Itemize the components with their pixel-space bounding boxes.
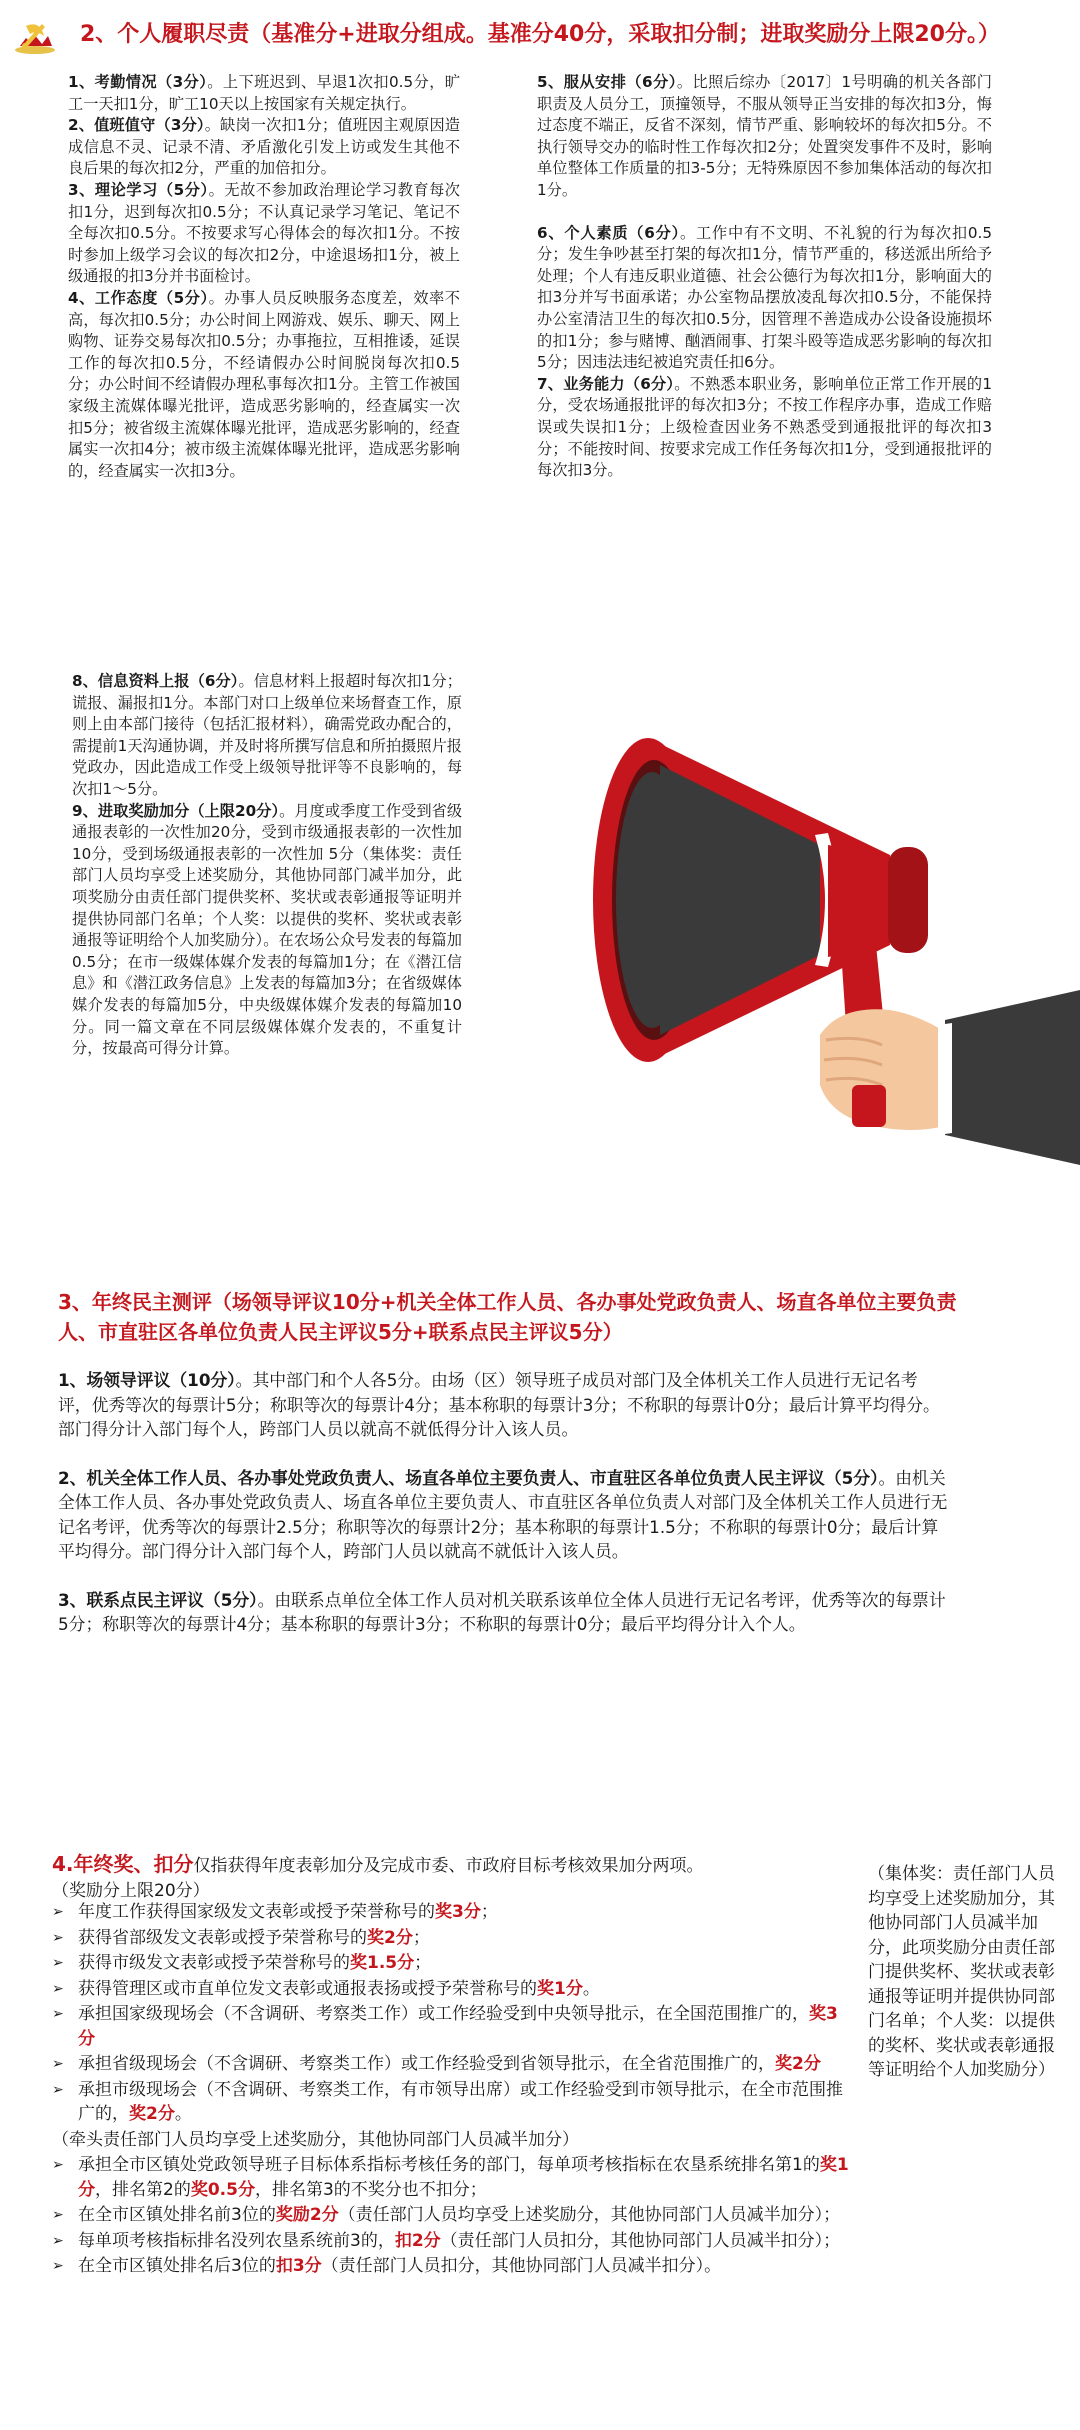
section4-list-item: ➢ 在全市区镇处排名前3位的奖励2分（责任部门人员均享受上述奖励分，其他协同部门人员减半加分）； — [52, 2203, 852, 2228]
arrow-bullet-icon: ➢ — [52, 2232, 64, 2249]
arrow-bullet-icon: ➢ — [52, 2258, 64, 2274]
section4-list-item: ➢ 获得管理区或市直单位发文表彰或通报表扬或授予荣誉称号的奖1分。 — [52, 1977, 852, 2002]
arrow-bullet-icon: ➢ — [52, 1980, 64, 1997]
arrow-bullet-icon: ➢ — [52, 2081, 64, 2098]
section2-right-column — [537, 72, 992, 482]
arrow-bullet-icon: ➢ — [52, 1929, 64, 1946]
section4-list-item: ➢ 承担省级现场会（不含调研、考察类工作）或工作经验受到省领导批示，在全省范围推广的，奖2分 — [52, 2052, 852, 2077]
section4-cap: （奖励分上限20分） — [52, 1880, 210, 1901]
item-personal-quality: 6、个人素质（6分）。工作中有不文明、不礼貌的行为每次扣0.5分；发生争吵甚至打架的每次扣1分，情节严重的，移送派出所给予处理；个人有违反职业道德、社会公德行为每次扣1分，影响面大的扣3分并写书面承诺；办公室物品摆放凌乱每次扣0.5分，不能保持办公室清洁卫生的每次扣0.5分，因管理不善造成办公设备设施损坏的扣1分；参与赌博、酗酒闹事、打架斗殴等造成恶劣影响的每次扣5分；因违法违纪被追究责任扣6分。 — [537, 223, 992, 372]
arrow-bullet-icon: ➢ — [52, 2207, 64, 2223]
item-bonus-points: 9、进取奖励加分（上限20分）。月度或季度工作受到省级通报表彰的一次性加20分，受到市级通报表彰的一次性加10分，受到场级通报表彰的一次性加 5分（集体奖：责任部门人员均享受上述奖励分，其他协同部门减半加分，此项奖励分由责任部门提供奖杯、奖状或表彰通报等证明并提供协同部门名单；个人奖：以提供的奖杯、奖状或表彰通报等证明给个人加奖励分）。在农场公众号发表的每篇加0.5分；在市一级媒体媒介发表的每篇加1分；在《潜江信息》和《潜江政务信息》上发表的每篇加3分；在省级媒体媒介发表的每篇加5分，中央级媒体媒介发表的每篇加10分。同一篇文章在不同层级媒体媒介发表的，不重复计分，按最高可得分计算。 — [72, 801, 463, 1058]
party-emblem-icon — [12, 16, 58, 56]
item-work-attitude: 4、工作态度（5分）。办事人员反映服务态度差，效率不高，每次扣0.5分；办公时间上网游戏、娱乐、聊天、网上购物、证券交易每次扣0.5分；办事拖拉，互相推诿，延误工作的每次扣0.5分，不经请假办公时间脱岗每次扣0.5分；办公时间不经请假办理私事每次扣1分。主管工作被国家级主流媒体曝光批评，造成恶劣影响的，经查属实一次扣5分；被省级主流媒体曝光批评，造成恶劣影响的，经查属实一次扣4分；被市级主流媒体曝光批评，造成恶劣影响的，经查属实一次扣3分。 — [68, 288, 460, 480]
section4-list-item: ➢ 获得市级发文表彰或授予荣誉称号的奖1.5分； — [52, 1951, 852, 1976]
section4-list-item: ➢ 获得省部级发文表彰或授予荣誉称号的奖2分； — [52, 1926, 852, 1951]
section4-list-item: ➢ 每单项考核指标排名没列农垦系统前3的，扣2分（责任部门人员扣分，其他协同部门人员减半扣分）； — [52, 2229, 852, 2254]
section2-title: 2、个人履职尽责（基准分+进取分组成。基准分40分，采取扣分制；进取奖励分上限20分。） — [80, 22, 1000, 47]
item-business-ability: 7、业务能力（6分）。不熟悉本职业务，影响单位正常工作开展的1分，受农场通报批评的每次扣3分；不按工作程序办事，造成工作赔误或失误扣1分；上级检查因业务不熟悉受到通报批评的每次扣3分；不能按时间、按要求完成工作任务每次扣1分，受到通报批评的每次扣3分。 — [537, 374, 992, 480]
section3-body — [58, 1368, 948, 1661]
section3-para-leader-review: 1、场领导评议（10分）。其中部门和个人各5分。由场（区）领导班子成员对部门及全体机关工作人员进行无记名考评，优秀等次的每票计5分；称职等次的每票计4分；基本称职的每票计3分；不称职的每票计0分；最后计算平均得分。部门得分计入部门每个人，跨部门人员以就高不就低得分计入该人员。 — [58, 1370, 940, 1439]
item-duty: 2、值班值守（3分）。缺岗一次扣1分；值班因主观原因造成信息不灵、记录不清、矛盾激化引发上访或发生其他不良后果的每次扣2分，严重的加倍扣分。 — [68, 116, 460, 178]
item-obey-arrangement: 5、服从安排（6分）。比照后综办〔2017〕1号明确的机关各部门职责及人员分工，顶撞领导，不服从领导正当安排的每次扣3分，悔过态度不端正，反省不深刻，情节严重、影响较坏的每次扣5分。不执行领导交办的临时性工作每次扣2分；处置突发事件不及时，影响单位整体工作质量的扣3-5分；无特殊原因不参加集体活动的每次扣1分。 — [537, 73, 992, 199]
section4-list-item: ➢ 承担全市区镇处党政领导班子目标体系指标考核任务的部门，每单项考核指标在农垦系统排名第1的奖1分，排名第2的奖0.5分，排名第3的不奖分也不扣分； — [52, 2155, 849, 2200]
arrow-bullet-icon: ➢ — [52, 1904, 64, 1920]
section4-side-note: （集体奖：责任部门人员均享受上述奖励加分，其他协同部门人员减半加分，此项奖励分由责任部门提供奖杯、奖状或表彰通报等证明并提供协同部门名单；个人奖：以提供的奖杯、奖状或表彰通报等证明给个人加奖励分） — [868, 1864, 1055, 2080]
arrow-bullet-icon: ➢ — [52, 1955, 64, 1971]
section4-list — [52, 1900, 852, 2280]
section4-title: 4.年终奖、扣分 — [52, 1852, 194, 1876]
section2-left-column-lower — [72, 671, 462, 1060]
section3-title: 3、年终民主测评（场领导评议10分+机关全体工作人员、各办事处党政负责人、场直各单位主要负责人、市直驻区各单位负责人民主评议5分+联系点民主评议5分） — [58, 1290, 957, 1344]
section4-list-item: ➢ 承担市级现场会（不含调研、考察类工作，有市领导出席）或工作经验受到市领导批示，在全市范围推广的，奖2分。 — [52, 2079, 843, 2124]
section4-heading: 4.年终奖、扣分仅指获得年度表彰加分及完成市委、市政府目标考核效果加分两项。 （奖励分上限20分） — [52, 1852, 704, 1901]
section4-list-item: ➢ 年度工作获得国家级发文表彰或授予荣誉称号的奖3分； — [52, 1900, 852, 1925]
section4-list-item: ➢ 承担国家级现场会（不含调研、考察类工作）或工作经验受到中央领导批示，在全国范围推广的，奖3分 — [52, 2004, 838, 2049]
item-theory-study: 3、理论学习（5分）。无故不参加政治理论学习教育每次扣1分，迟到每次扣0.5分；不认真记录学习笔记、笔记不全每次扣0.5分。不按要求写心得体会的每次扣1分。不按时参加上级学习会议的每次扣2分，中途退场扣1分，被上级通报的扣3分并书面检讨。 — [68, 180, 460, 286]
section2-left-column — [68, 72, 460, 482]
section3-para-staff-review: 2、机关全体工作人员、各办事处党政负责人、场直各单位主要负责人、市直驻区各单位负责人民主评议（5分）。由机关全体工作人员、各办事处党政负责人、场直各单位主要负责人、市直驻区各单位负责人对部门及全体机关工作人员进行无记名考评，优秀等次的每票计2.5分；称职等次的每票计2分；基本称职的每票计1.5分；不称职的每票计0分；最后计算平均得分。部门得分计入部门每个人，跨部门人员以就高不就低计入该人员。 — [58, 1467, 948, 1561]
arrow-bullet-icon: ➢ — [52, 2157, 64, 2173]
arrow-bullet-icon: ➢ — [52, 2006, 64, 2022]
item-info-report: 8、信息资料上报（6分）。信息材料上报超时每次扣1分；谎报、漏报扣1分。本部门对口上级单位来场督查工作，原则上由本部门接待（包括汇报材料），确需党政办配合的，需提前1天沟通协调，并及时将所撰写信息和所拍摄照片报党政办，因此造成工作受上级领导批评等不良影响的，每次扣1～5分。 — [72, 672, 462, 798]
item-attendance: 1、考勤情况（3分）。上下班迟到、早退1次扣0.5分，旷工一天扣1分，旷工10天以上按国家有关规定执行。 — [68, 73, 460, 113]
arrow-bullet-icon: ➢ — [52, 2056, 64, 2072]
megaphone-illustration — [590, 735, 1080, 1165]
section3-para-contact-review: 3、联系点民主评议（5分）。由联系点单位全体工作人员对机关联系该单位全体人员进行无记名考评，优秀等次的每票计5分；称职等次的每票计4分；基本称职的每票计3分；不称职的每票计0分；最后平均得分计入个人。 — [58, 1589, 946, 1634]
section4-list-item: ➢ 在全市区镇处排名后3位的扣3分（责任部门人员扣分，其他协同部门人员减半扣分）。 — [52, 2254, 852, 2279]
section4-note: （牵头责任部门人员均享受上述奖励分，其他协同部门人员减半加分） — [52, 2129, 579, 2150]
